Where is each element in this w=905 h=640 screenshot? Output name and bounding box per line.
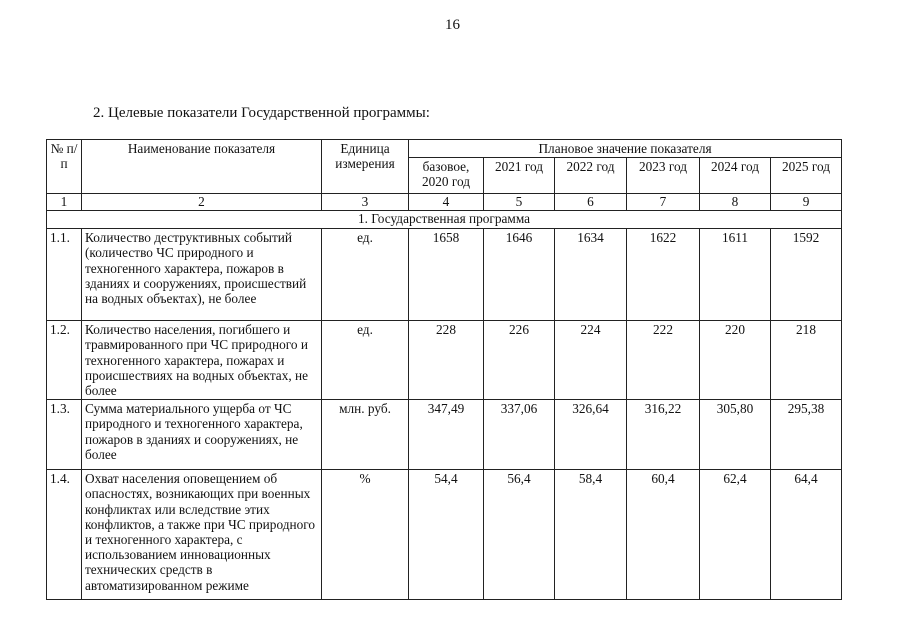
- section-row: [47, 211, 842, 229]
- header-row-1: [47, 140, 842, 158]
- indicator-value: 56,4: [484, 470, 555, 600]
- table-row: [47, 321, 842, 400]
- indicator-value: 316,22: [627, 400, 700, 470]
- indicator-unit: %: [322, 470, 409, 600]
- indicator-value: 62,4: [700, 470, 771, 600]
- indicator-unit: млн. руб.: [322, 400, 409, 470]
- section-row-label: 1. Государственная программа: [47, 211, 842, 229]
- header-year: 2023 год: [627, 158, 700, 194]
- indicator-value: 337,06: [484, 400, 555, 470]
- row-number: 1.2.: [47, 321, 82, 400]
- indicator-value: 58,4: [555, 470, 627, 600]
- row-number: 1.3.: [47, 400, 82, 470]
- column-number: 3: [322, 194, 409, 211]
- column-number: 2: [82, 194, 322, 211]
- indicator-value: 228: [409, 321, 484, 400]
- row-number: 1.4.: [47, 470, 82, 600]
- indicator-value: 222: [627, 321, 700, 400]
- indicator-unit: ед.: [322, 321, 409, 400]
- indicator-value: 60,4: [627, 470, 700, 600]
- row-number: 1.1.: [47, 229, 82, 321]
- header-name: Наименование показателя: [82, 140, 322, 194]
- table-row: [47, 229, 842, 321]
- column-number: 4: [409, 194, 484, 211]
- indicator-value: 1634: [555, 229, 627, 321]
- section-title: 2. Целевые показатели Государственной программы:: [93, 105, 430, 121]
- indicator-value: 224: [555, 321, 627, 400]
- indicator-value: 218: [771, 321, 842, 400]
- column-number: 7: [627, 194, 700, 211]
- indicator-name: Охват населения оповещением об опасностях, возникающих при военных конфликтах или вследствие этих конфликтов, а также при ЧС природного и техногенного характера, с использованием инновационных технических средств в автоматизированном режиме: [82, 470, 322, 600]
- header-year: базовое, 2020 год: [409, 158, 484, 194]
- header-unit: Единица измерения: [322, 140, 409, 194]
- indicator-name: Количество населения, погибшего и травмированного при ЧС природного и техногенного характера, пожарах и происшествиях на водных объектах, не более: [82, 321, 322, 400]
- column-number: 8: [700, 194, 771, 211]
- page-number: 16: [445, 17, 460, 33]
- indicator-value: 1611: [700, 229, 771, 321]
- indicator-name: Сумма материального ущерба от ЧС природного и техногенного характера, пожаров в зданиях и сооружениях, не более: [82, 400, 322, 470]
- indicator-unit: ед.: [322, 229, 409, 321]
- column-number: 9: [771, 194, 842, 211]
- column-number: 6: [555, 194, 627, 211]
- indicator-value: 54,4: [409, 470, 484, 600]
- indicator-value: 1622: [627, 229, 700, 321]
- indicator-value: 1658: [409, 229, 484, 321]
- header-no: № п/п: [47, 140, 82, 194]
- indicator-value: 1592: [771, 229, 842, 321]
- indicator-value: 226: [484, 321, 555, 400]
- header-year: 2024 год: [700, 158, 771, 194]
- indicator-value: 64,4: [771, 470, 842, 600]
- header-year: 2021 год: [484, 158, 555, 194]
- table-row: [47, 400, 842, 470]
- indicator-value: 220: [700, 321, 771, 400]
- header-year: 2025 год: [771, 158, 842, 194]
- indicator-value: 326,64: [555, 400, 627, 470]
- header-year: 2022 год: [555, 158, 627, 194]
- header-plan: Плановое значение показателя: [409, 140, 842, 158]
- indicator-value: 305,80: [700, 400, 771, 470]
- indicator-value: 1646: [484, 229, 555, 321]
- column-numbers-row: [47, 194, 842, 211]
- indicator-value: 295,38: [771, 400, 842, 470]
- indicator-value: 347,49: [409, 400, 484, 470]
- indicators-table: [46, 139, 842, 600]
- indicator-name: Количество деструктивных событий (количество ЧС природного и техногенного характера, пожаров в зданиях и сооружениях, происшествий на водных объектах), не более: [82, 229, 322, 321]
- column-number: 5: [484, 194, 555, 211]
- column-number: 1: [47, 194, 82, 211]
- table-row: [47, 470, 842, 600]
